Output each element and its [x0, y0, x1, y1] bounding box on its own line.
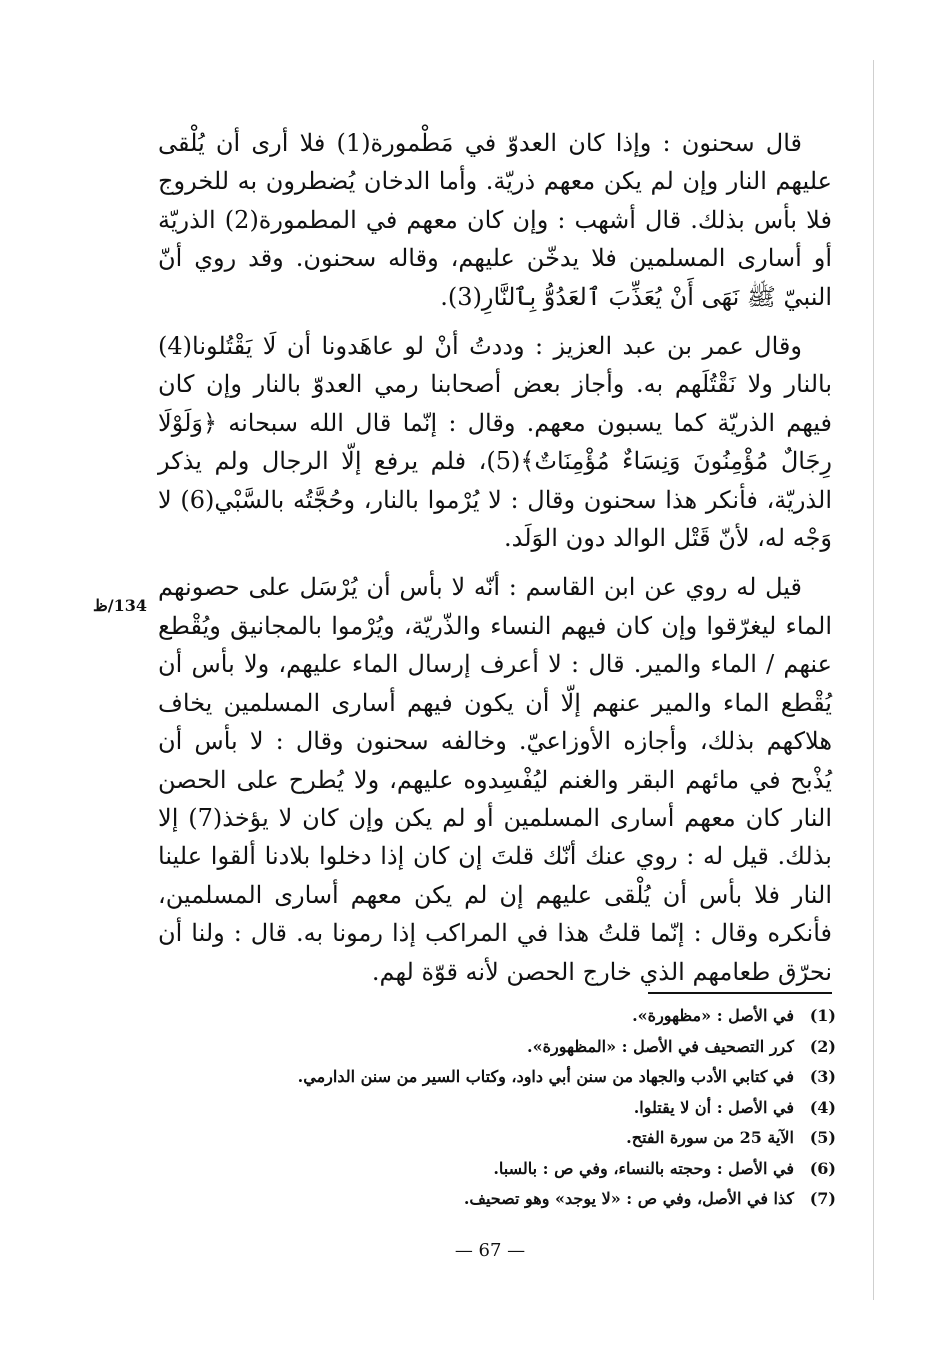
footnote-6 — [160, 1159, 836, 1190]
footnote-7 — [160, 1189, 836, 1220]
footnote-number: (4) — [809, 1097, 836, 1117]
footnote-number: (1) — [809, 1006, 836, 1025]
footnote-number: (5) — [809, 1128, 836, 1147]
footnote-number: (2) — [809, 1036, 836, 1056]
manuscript-folio-marker: 134/ظ — [92, 596, 148, 615]
footnote-text: في الأصل : «مظهورة». — [632, 1006, 794, 1025]
page-number: — 67 — — [454, 1240, 526, 1261]
footnote-text: في الأصل : وحجته بالنساء، وفي ص : بالسبا. — [493, 1158, 794, 1178]
footnote-number: (3) — [809, 1067, 836, 1086]
footnote-separator — [648, 992, 832, 994]
footnote-text: في كتابي الأدب والجهاد من سنن أبي داود، وكتاب السير من سنن الدارمي. — [297, 1067, 794, 1086]
paragraph-2: وقال عمر بن عبد العزيز : وددتُ أنْ لو عاهَدونا أن لَا يَقْتُلونا(4) بالنار ولا نَقْتُلَهم به. وأجاز بعض أصحابنا رمي العدوّ بالنار وإن كان فيهم الذريّة كما يسبون معهم. وقال : إنّما قال الله سبحانه ﴿وَلَوْلَا رِجَالٌ مُؤْمِنُونَ وَنِسَاءٌ مُؤْمِنَاتٌ﴾(5)، فلم يرفع إلّا الرجال ولم يذكر الذريّة، فأنكر هذا سحنون وقال : لا يُرْموا بالنار، وحُجَّتُه بالسَّبْي(6) لا وَجْه له، لأنّ قَتْل الوالد دون الوَلَد. — [158, 332, 832, 553]
main-text — [158, 124, 832, 1002]
paragraph-1: قال سحنون : وإذا كان العدوّ في مَطْمورة(1) فلا أرى أن يُلْقى عليهم النار وإن لم يكن معهم ذريّة. وأما الدخان يُضطرون به للخروج فلا بأس بذلك. قال أشهب : وإن كان معهم في المطمورة(2) الذريّة أو أسارى المسلمين فلا يدخّن عليهم، وقاله سحنون. وقد روي أنّ النبيّ ﷺ نَهَى أَنْ يُعَذِّبَ ٱلعَدُوُّ بِٱلنَّارِ(3). — [158, 129, 832, 311]
footnote-text: الآية 25 من سورة الفتح. — [626, 1128, 794, 1147]
footnote-text: في الأصل : أن لا يقتلوا. — [633, 1097, 794, 1117]
footnote-1 — [160, 1006, 836, 1037]
footnote-4 — [160, 1098, 836, 1129]
footnote-number: (6) — [809, 1158, 836, 1178]
footnote-text: كرر التصحيف في الأصل : «المظهورة». — [527, 1036, 794, 1056]
footnote-3 — [160, 1067, 836, 1098]
page-binding-edge — [873, 60, 874, 1300]
footnotes — [160, 1006, 836, 1220]
footnote-2 — [160, 1037, 836, 1068]
footnote-text: كذا في الأصل، وفي ص : «لا يوجد» وهو تصحيف. — [463, 1189, 794, 1208]
footnote-5 — [160, 1128, 836, 1159]
paragraph-3: قيل له روي عن ابن القاسم : أنّه لا بأس أن يُرْسَل على حصونهم الماء ليغرّقوا وإن كان فيهم النساء والذّريّة، ويُرْموا بالمجانيق ويُقْطع عنهم / الماء والمير. قال : لا أعرف إرسال الماء عليهم، ولا بأس أن يُقْطع الماء والمير عنهم إلّا أن يكون فيهم أسارى المسلمين يخاف هلاكهم بذلك، وأجازه الأوزاعيّ. وخالفه سحنون وقال : لا بأس أن يُذْبح في مائهم البقر والغنم ليُفْسِدوه عليهم، ولا يُطرح على الحصن النار كان معهم أسارى المسلمين أو لم يكن وإن كان لا يؤخذ(7) إلا بذلك. قيل له : روي عنك أنّك قلتَ إن كان إذا دخلوا بلادنا ألقوا علينا النار فلا بأس أن يُلْقى عليهم إن لم يكن معهم أسارى المسلمين، فأنكره وقال : إنّما قلتُ هذا في المراكب إذا رمونا به. قال : ولنا أن نحرّق طعامهم الذي خارج الحصن لأنه قوّة لهم. — [158, 573, 833, 986]
footnote-number: (7) — [809, 1189, 836, 1208]
